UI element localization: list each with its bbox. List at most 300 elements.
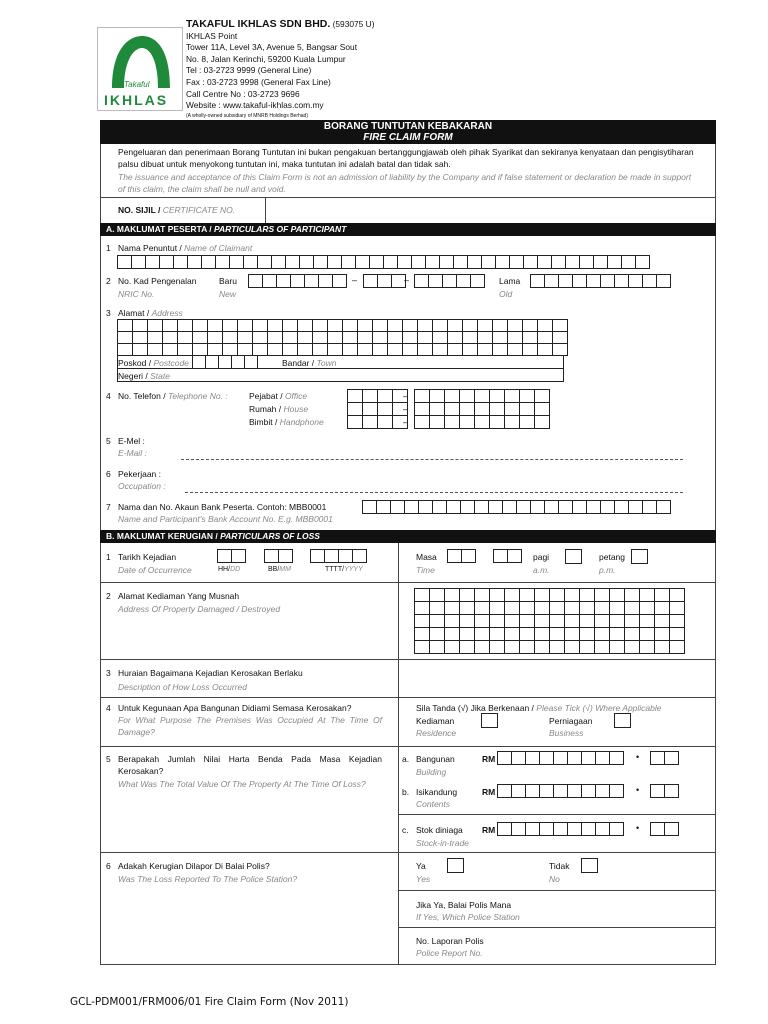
char-box[interactable] bbox=[459, 601, 475, 615]
char-box[interactable] bbox=[497, 822, 512, 836]
stock-cents-input[interactable] bbox=[651, 822, 679, 836]
char-box[interactable] bbox=[534, 614, 550, 628]
char-box[interactable] bbox=[456, 274, 471, 288]
char-box[interactable] bbox=[429, 601, 445, 615]
char-box[interactable] bbox=[425, 255, 440, 269]
char-box[interactable] bbox=[414, 601, 430, 615]
char-box[interactable] bbox=[669, 614, 685, 628]
char-box[interactable] bbox=[215, 255, 230, 269]
char-box[interactable] bbox=[504, 640, 520, 654]
description-input[interactable] bbox=[400, 661, 715, 697]
char-box[interactable] bbox=[495, 255, 510, 269]
char-box[interactable] bbox=[444, 588, 460, 602]
char-box[interactable] bbox=[519, 389, 535, 403]
char-box[interactable] bbox=[313, 255, 328, 269]
bank-account-input[interactable] bbox=[363, 500, 671, 514]
char-box[interactable] bbox=[628, 274, 643, 288]
char-box[interactable] bbox=[609, 588, 625, 602]
char-box[interactable] bbox=[324, 549, 339, 563]
char-box[interactable] bbox=[595, 751, 610, 765]
char-box[interactable] bbox=[549, 601, 565, 615]
char-box[interactable] bbox=[504, 402, 520, 416]
char-box[interactable] bbox=[429, 588, 445, 602]
char-box[interactable] bbox=[579, 614, 595, 628]
char-box[interactable] bbox=[404, 500, 419, 514]
char-box[interactable] bbox=[564, 640, 580, 654]
char-box[interactable] bbox=[414, 640, 430, 654]
char-box[interactable] bbox=[639, 614, 655, 628]
char-box[interactable] bbox=[341, 255, 356, 269]
char-box[interactable] bbox=[278, 549, 293, 563]
char-box[interactable] bbox=[595, 822, 610, 836]
char-box[interactable] bbox=[586, 500, 601, 514]
char-box[interactable] bbox=[539, 751, 554, 765]
char-box[interactable] bbox=[377, 274, 392, 288]
contents-value-input[interactable] bbox=[498, 784, 624, 798]
char-box[interactable] bbox=[231, 549, 246, 563]
char-box[interactable] bbox=[564, 614, 580, 628]
char-box[interactable] bbox=[497, 751, 512, 765]
char-box[interactable] bbox=[581, 784, 596, 798]
char-box[interactable] bbox=[264, 549, 279, 563]
char-box[interactable] bbox=[553, 751, 568, 765]
char-box[interactable] bbox=[519, 640, 535, 654]
email-input[interactable] bbox=[181, 459, 683, 460]
char-box[interactable] bbox=[519, 402, 535, 416]
char-box[interactable] bbox=[572, 274, 587, 288]
char-box[interactable] bbox=[564, 627, 580, 641]
char-box[interactable] bbox=[650, 822, 665, 836]
char-box[interactable] bbox=[363, 274, 378, 288]
char-box[interactable] bbox=[609, 784, 624, 798]
char-box[interactable] bbox=[525, 751, 540, 765]
char-box[interactable] bbox=[429, 402, 445, 416]
char-box[interactable] bbox=[205, 355, 219, 369]
char-box[interactable] bbox=[567, 751, 582, 765]
char-box[interactable] bbox=[285, 255, 300, 269]
char-box[interactable] bbox=[271, 255, 286, 269]
phone-prefix-grid[interactable] bbox=[348, 390, 408, 429]
char-box[interactable] bbox=[539, 822, 554, 836]
char-box[interactable] bbox=[650, 784, 665, 798]
char-box[interactable] bbox=[654, 601, 670, 615]
char-box[interactable] bbox=[474, 627, 490, 641]
char-box[interactable] bbox=[332, 274, 347, 288]
char-box[interactable] bbox=[355, 255, 370, 269]
char-box[interactable] bbox=[414, 274, 429, 288]
yes-checkbox[interactable] bbox=[447, 858, 464, 873]
char-box[interactable] bbox=[304, 274, 319, 288]
char-box[interactable] bbox=[418, 500, 433, 514]
char-box[interactable] bbox=[558, 500, 573, 514]
char-box[interactable] bbox=[624, 614, 640, 628]
char-box[interactable] bbox=[530, 500, 545, 514]
char-box[interactable] bbox=[383, 255, 398, 269]
occupation-input[interactable] bbox=[185, 492, 683, 493]
char-box[interactable] bbox=[444, 640, 460, 654]
char-box[interactable] bbox=[669, 640, 685, 654]
char-box[interactable] bbox=[664, 751, 679, 765]
char-box[interactable] bbox=[624, 588, 640, 602]
char-box[interactable] bbox=[117, 255, 132, 269]
time-hour-input[interactable] bbox=[448, 549, 476, 563]
char-box[interactable] bbox=[656, 500, 671, 514]
char-box[interactable] bbox=[257, 255, 272, 269]
char-box[interactable] bbox=[534, 640, 550, 654]
char-box[interactable] bbox=[432, 500, 447, 514]
char-box[interactable] bbox=[656, 274, 671, 288]
char-box[interactable] bbox=[442, 274, 457, 288]
char-box[interactable] bbox=[362, 402, 378, 416]
char-box[interactable] bbox=[558, 274, 573, 288]
char-box[interactable] bbox=[519, 415, 535, 429]
char-box[interactable] bbox=[511, 751, 526, 765]
char-box[interactable] bbox=[489, 614, 505, 628]
q-number: 2 bbox=[106, 591, 111, 601]
residence-checkbox[interactable] bbox=[481, 713, 498, 728]
char-box[interactable] bbox=[502, 500, 517, 514]
nric-new-part1[interactable] bbox=[249, 274, 347, 288]
building-cents-input[interactable] bbox=[651, 751, 679, 765]
year-input[interactable] bbox=[311, 549, 367, 563]
char-box[interactable] bbox=[579, 588, 595, 602]
char-box[interactable] bbox=[519, 588, 535, 602]
char-box[interactable] bbox=[444, 627, 460, 641]
char-box[interactable] bbox=[642, 274, 657, 288]
char-box[interactable] bbox=[581, 751, 596, 765]
char-box[interactable] bbox=[474, 389, 490, 403]
char-box[interactable] bbox=[621, 255, 636, 269]
nric-new-part2[interactable] bbox=[364, 274, 406, 288]
char-box[interactable] bbox=[347, 389, 363, 403]
char-box[interactable] bbox=[654, 614, 670, 628]
char-box[interactable] bbox=[474, 415, 490, 429]
char-box[interactable] bbox=[579, 640, 595, 654]
char-box[interactable] bbox=[459, 614, 475, 628]
char-box[interactable] bbox=[489, 601, 505, 615]
char-box[interactable] bbox=[497, 784, 512, 798]
char-box[interactable] bbox=[654, 627, 670, 641]
char-box[interactable] bbox=[664, 822, 679, 836]
char-box[interactable] bbox=[564, 588, 580, 602]
char-box[interactable] bbox=[504, 614, 520, 628]
char-box[interactable] bbox=[600, 500, 615, 514]
char-box[interactable] bbox=[489, 588, 505, 602]
char-box[interactable] bbox=[444, 601, 460, 615]
time-minute-input[interactable] bbox=[494, 549, 522, 563]
address-line: Tower 11A, Level 3A, Avenue 5, Bangsar Sout bbox=[186, 42, 358, 53]
char-box[interactable] bbox=[459, 402, 475, 416]
char-box[interactable] bbox=[338, 549, 353, 563]
char-box[interactable] bbox=[474, 402, 490, 416]
char-box[interactable] bbox=[534, 402, 550, 416]
property-address-grid[interactable] bbox=[415, 589, 685, 654]
char-box[interactable] bbox=[607, 255, 622, 269]
char-box[interactable] bbox=[429, 415, 445, 429]
char-box[interactable] bbox=[318, 274, 333, 288]
contents-cents-input[interactable] bbox=[651, 784, 679, 798]
business-checkbox[interactable] bbox=[614, 713, 631, 728]
char-box[interactable] bbox=[572, 500, 587, 514]
char-box[interactable] bbox=[362, 389, 378, 403]
char-box[interactable] bbox=[310, 549, 325, 563]
char-box[interactable] bbox=[474, 500, 489, 514]
char-box[interactable] bbox=[411, 255, 426, 269]
char-box[interactable] bbox=[173, 255, 188, 269]
char-box[interactable] bbox=[429, 389, 445, 403]
char-box[interactable] bbox=[290, 274, 305, 288]
char-box[interactable] bbox=[579, 601, 595, 615]
char-box[interactable] bbox=[544, 500, 559, 514]
char-box[interactable] bbox=[244, 355, 258, 369]
char-box[interactable] bbox=[509, 255, 524, 269]
char-box[interactable] bbox=[474, 601, 490, 615]
char-box[interactable] bbox=[594, 588, 610, 602]
char-box[interactable] bbox=[414, 614, 430, 628]
char-box[interactable] bbox=[229, 255, 244, 269]
char-box[interactable] bbox=[459, 389, 475, 403]
char-box[interactable] bbox=[595, 784, 610, 798]
char-box[interactable] bbox=[624, 627, 640, 641]
char-box[interactable] bbox=[642, 500, 657, 514]
char-box[interactable] bbox=[579, 255, 594, 269]
char-box[interactable] bbox=[519, 601, 535, 615]
char-box[interactable] bbox=[459, 640, 475, 654]
char-box[interactable] bbox=[243, 255, 258, 269]
char-box[interactable] bbox=[534, 601, 550, 615]
char-box[interactable] bbox=[474, 614, 490, 628]
char-box[interactable] bbox=[352, 549, 367, 563]
char-box[interactable] bbox=[511, 822, 526, 836]
state-row[interactable] bbox=[117, 368, 564, 382]
char-box[interactable] bbox=[453, 255, 468, 269]
char-box[interactable] bbox=[231, 355, 245, 369]
char-box[interactable] bbox=[218, 355, 232, 369]
char-box[interactable] bbox=[624, 640, 640, 654]
char-box[interactable] bbox=[639, 627, 655, 641]
char-box[interactable] bbox=[519, 627, 535, 641]
char-box[interactable] bbox=[507, 549, 522, 563]
char-box[interactable] bbox=[614, 274, 629, 288]
char-box[interactable] bbox=[376, 500, 391, 514]
char-box[interactable] bbox=[567, 784, 582, 798]
char-box[interactable] bbox=[537, 255, 552, 269]
char-box[interactable] bbox=[534, 627, 550, 641]
char-box[interactable] bbox=[511, 784, 526, 798]
char-box[interactable] bbox=[525, 784, 540, 798]
char-box[interactable] bbox=[377, 415, 393, 429]
char-box[interactable] bbox=[549, 640, 565, 654]
day-input[interactable] bbox=[218, 549, 246, 563]
char-box[interactable] bbox=[614, 500, 629, 514]
char-box[interactable] bbox=[459, 588, 475, 602]
address-grid[interactable] bbox=[118, 320, 568, 356]
char-box[interactable] bbox=[131, 255, 146, 269]
char-box[interactable] bbox=[397, 255, 412, 269]
char-box[interactable] bbox=[429, 640, 445, 654]
char-box[interactable] bbox=[594, 614, 610, 628]
char-box[interactable] bbox=[516, 500, 531, 514]
char-box[interactable] bbox=[362, 415, 378, 429]
char-box[interactable] bbox=[549, 614, 565, 628]
char-box[interactable] bbox=[669, 588, 685, 602]
char-box[interactable] bbox=[299, 255, 314, 269]
date-label: Tarikh Kejadian bbox=[118, 552, 177, 562]
char-box[interactable] bbox=[609, 614, 625, 628]
char-box[interactable] bbox=[594, 601, 610, 615]
month-input[interactable] bbox=[265, 549, 293, 563]
char-box[interactable] bbox=[669, 627, 685, 641]
pm-checkbox[interactable] bbox=[631, 549, 648, 564]
char-box[interactable] bbox=[414, 389, 430, 403]
char-box[interactable] bbox=[489, 402, 505, 416]
char-box[interactable] bbox=[504, 588, 520, 602]
char-box[interactable] bbox=[609, 601, 625, 615]
char-box[interactable] bbox=[581, 822, 596, 836]
char-box[interactable] bbox=[459, 627, 475, 641]
char-box[interactable] bbox=[539, 784, 554, 798]
char-box[interactable] bbox=[414, 588, 430, 602]
char-box[interactable] bbox=[444, 415, 460, 429]
char-box[interactable] bbox=[504, 389, 520, 403]
char-box[interactable] bbox=[145, 255, 160, 269]
char-box[interactable] bbox=[414, 627, 430, 641]
char-box[interactable] bbox=[639, 588, 655, 602]
char-box[interactable] bbox=[530, 274, 545, 288]
char-box[interactable] bbox=[594, 627, 610, 641]
am-checkbox[interactable] bbox=[565, 549, 582, 564]
char-box[interactable] bbox=[377, 402, 393, 416]
char-box[interactable] bbox=[624, 601, 640, 615]
char-box[interactable] bbox=[377, 389, 393, 403]
char-box[interactable] bbox=[474, 640, 490, 654]
char-box[interactable] bbox=[201, 255, 216, 269]
char-box[interactable] bbox=[639, 640, 655, 654]
char-box[interactable] bbox=[489, 415, 505, 429]
char-box[interactable] bbox=[567, 822, 582, 836]
certificate-input[interactable] bbox=[266, 198, 715, 222]
char-box[interactable] bbox=[534, 415, 550, 429]
char-box[interactable] bbox=[461, 549, 476, 563]
char-box[interactable] bbox=[362, 500, 377, 514]
char-box[interactable] bbox=[600, 274, 615, 288]
char-box[interactable] bbox=[534, 389, 550, 403]
char-box[interactable] bbox=[609, 822, 624, 836]
char-box[interactable] bbox=[564, 601, 580, 615]
char-box[interactable] bbox=[609, 627, 625, 641]
char-box[interactable] bbox=[635, 255, 650, 269]
char-box[interactable] bbox=[525, 822, 540, 836]
char-box[interactable] bbox=[489, 627, 505, 641]
char-box[interactable] bbox=[504, 627, 520, 641]
char-box[interactable] bbox=[187, 255, 202, 269]
char-box[interactable] bbox=[549, 588, 565, 602]
char-box[interactable] bbox=[504, 601, 520, 615]
char-box[interactable] bbox=[217, 549, 232, 563]
char-box[interactable] bbox=[650, 751, 665, 765]
char-box[interactable] bbox=[460, 500, 475, 514]
char-box[interactable] bbox=[534, 588, 550, 602]
char-box[interactable] bbox=[553, 784, 568, 798]
char-box[interactable] bbox=[327, 255, 342, 269]
char-box[interactable] bbox=[654, 640, 670, 654]
char-box[interactable] bbox=[553, 822, 568, 836]
char-box[interactable] bbox=[639, 601, 655, 615]
char-box[interactable] bbox=[489, 640, 505, 654]
char-box[interactable] bbox=[192, 355, 206, 369]
char-box[interactable] bbox=[428, 274, 443, 288]
no-checkbox[interactable] bbox=[581, 858, 598, 873]
char-box[interactable] bbox=[481, 255, 496, 269]
char-box[interactable] bbox=[390, 500, 405, 514]
char-box[interactable] bbox=[609, 751, 624, 765]
char-box[interactable] bbox=[444, 389, 460, 403]
char-box[interactable] bbox=[504, 415, 520, 429]
char-box[interactable] bbox=[488, 500, 503, 514]
char-box[interactable] bbox=[444, 614, 460, 628]
phone-number-grid[interactable] bbox=[415, 390, 550, 429]
char-box[interactable] bbox=[470, 274, 485, 288]
char-box[interactable] bbox=[474, 588, 490, 602]
char-box[interactable] bbox=[276, 274, 291, 288]
char-box[interactable] bbox=[551, 255, 566, 269]
char-box[interactable] bbox=[493, 549, 508, 563]
char-box[interactable] bbox=[519, 614, 535, 628]
char-box[interactable] bbox=[544, 274, 559, 288]
claimant-name-input[interactable] bbox=[118, 255, 650, 269]
char-box[interactable] bbox=[262, 274, 277, 288]
char-box[interactable] bbox=[429, 614, 445, 628]
char-box[interactable] bbox=[248, 274, 263, 288]
char-box[interactable] bbox=[549, 627, 565, 641]
char-box[interactable] bbox=[446, 500, 461, 514]
char-box[interactable] bbox=[347, 402, 363, 416]
char-box[interactable] bbox=[414, 415, 430, 429]
am-label-en: a.m. bbox=[533, 565, 550, 575]
char-box[interactable] bbox=[467, 255, 482, 269]
char-box[interactable] bbox=[459, 415, 475, 429]
stock-value-input[interactable] bbox=[498, 822, 624, 836]
char-box[interactable] bbox=[594, 640, 610, 654]
char-box[interactable] bbox=[369, 255, 384, 269]
char-box[interactable] bbox=[628, 500, 643, 514]
char-box[interactable] bbox=[654, 588, 670, 602]
char-box[interactable] bbox=[429, 627, 445, 641]
no-label: Tidak bbox=[549, 861, 570, 871]
char-box[interactable] bbox=[609, 640, 625, 654]
postcode-input[interactable] bbox=[193, 355, 258, 369]
char-box[interactable] bbox=[447, 549, 462, 563]
char-box[interactable] bbox=[593, 255, 608, 269]
char-box[interactable] bbox=[664, 784, 679, 798]
building-value-input[interactable] bbox=[498, 751, 624, 765]
char-box[interactable] bbox=[565, 255, 580, 269]
char-box[interactable] bbox=[579, 627, 595, 641]
nric-old-input[interactable] bbox=[531, 274, 671, 288]
char-box[interactable] bbox=[586, 274, 601, 288]
char-box[interactable] bbox=[669, 601, 685, 615]
char-box[interactable] bbox=[414, 402, 430, 416]
divider bbox=[398, 890, 716, 891]
char-box[interactable] bbox=[159, 255, 174, 269]
char-box[interactable] bbox=[347, 415, 363, 429]
dd-hint: HH/DD bbox=[218, 566, 241, 573]
char-box[interactable] bbox=[439, 255, 454, 269]
char-box[interactable] bbox=[489, 389, 505, 403]
nric-new-part3[interactable] bbox=[415, 274, 485, 288]
char-box[interactable] bbox=[523, 255, 538, 269]
char-box[interactable] bbox=[444, 402, 460, 416]
